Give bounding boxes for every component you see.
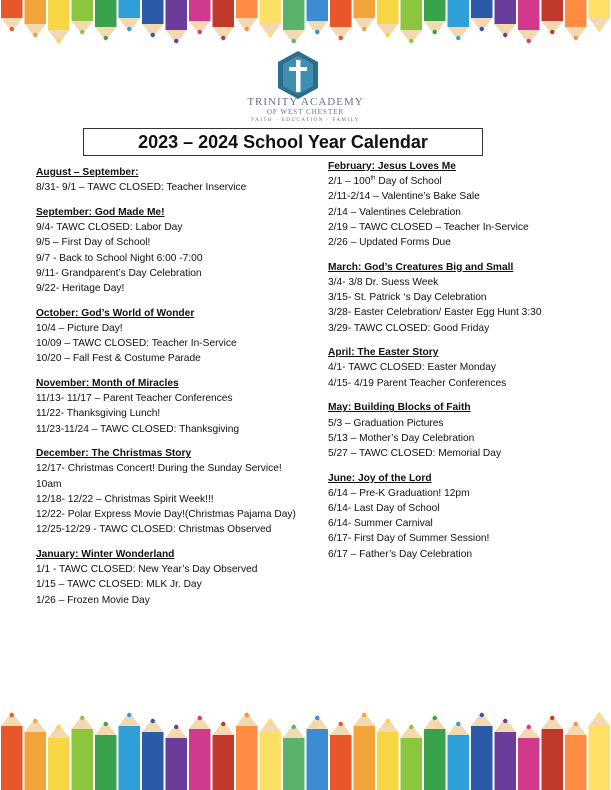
pencil-icon — [471, 0, 493, 32]
month-section — [328, 400, 598, 461]
pencil-icon — [95, 0, 117, 41]
event-item: 6/14- Summer Carnival — [328, 518, 433, 530]
event-item: 1/26 – Frozen Movie Day — [36, 594, 150, 606]
event-item: 5/13 – Mother’s Day Celebration — [328, 432, 475, 444]
pencil-icon — [260, 718, 282, 790]
left-column — [36, 165, 306, 617]
month-heading: March: God’s Creatures Big and Small — [328, 261, 514, 273]
pencil-icon — [48, 0, 70, 44]
event-item: 12/18- 12/22 – Christmas Spirit Week!!! — [36, 493, 214, 505]
event-item: 9/22- Heritage Day! — [36, 282, 125, 294]
school-tagline: FAITH · EDUCATION · FAMILY — [251, 118, 360, 123]
month-section — [36, 205, 306, 296]
pencil-icon — [448, 0, 470, 41]
event-item: 11/23-11/24 – TAWC CLOSED: Thanksgiving — [36, 423, 240, 435]
pencil-icon — [377, 718, 399, 790]
pencil-icon — [377, 0, 399, 38]
pencil-icon — [518, 724, 540, 790]
school-name-block — [200, 96, 411, 124]
event-item: 3/28- Easter Celebration/ Easter Egg Hunt 3:30 — [328, 307, 542, 319]
pencil-icon — [542, 715, 564, 790]
pencil-icon — [166, 724, 188, 790]
event-item: 3/29- TAWC CLOSED: Good Friday — [328, 322, 490, 334]
event-item: 4/1- TAWC CLOSED: Easter Monday — [328, 362, 496, 374]
pencil-icon — [72, 715, 94, 790]
pencil-icon — [495, 0, 517, 38]
pencil-icon — [119, 0, 141, 32]
month-section — [36, 547, 306, 608]
pencil-icon — [354, 712, 376, 790]
month-section — [36, 446, 306, 537]
event-item: 12/17- Christmas Concert! During the Sunday Service! 10am — [36, 463, 282, 490]
pencil-icon — [401, 0, 423, 44]
pencil-icon — [260, 0, 282, 38]
pencil-icon — [166, 0, 188, 44]
pencil-icon — [213, 0, 235, 41]
month-heading: February: Jesus Loves Me — [328, 161, 456, 172]
pencil-icon — [589, 0, 611, 32]
pencil-icon — [448, 721, 470, 790]
event-item: 2/11-2/14 – Valentine’s Bake Sale — [328, 191, 480, 203]
pencil-icon — [589, 712, 611, 790]
pencil-icon — [142, 0, 164, 38]
pencil-icon — [189, 715, 211, 790]
pencil-icon — [95, 721, 117, 790]
event-item: 12/22- Polar Express Movie Day!(Christmas Pajama Day) — [36, 509, 296, 521]
event-item: 12/25-12/29 - TAWC CLOSED: Christmas Observed — [36, 524, 272, 536]
month-heading: December: The Christmas Story — [36, 448, 192, 460]
pencil-icon — [236, 712, 258, 790]
pencil-icon — [213, 721, 235, 790]
event-item: 2/14 – Valentines Celebration — [328, 206, 461, 218]
event-item: 10/20 – Fall Fest & Costume Parade — [36, 353, 201, 365]
pencil-icon — [236, 0, 258, 32]
pencil-icon — [565, 721, 587, 790]
event-item: 4/15- 4/19 Parent Teacher Conferences — [328, 377, 507, 389]
pencil-icon — [1, 0, 23, 32]
pencil-icon — [471, 712, 493, 790]
pencil-icon — [307, 715, 329, 790]
pencil-icon — [25, 718, 47, 790]
month-heading: June: Joy of the Lord — [328, 472, 432, 484]
month-heading: October: God’s World of Wonder — [36, 307, 195, 319]
top-pencil-border — [0, 0, 611, 48]
page-title-box — [83, 128, 483, 156]
pencil-icon — [424, 715, 446, 790]
event-item: 2/26 – Updated Forms Due — [328, 237, 451, 249]
event-item: 2/1 – 100th Day of School — [328, 175, 442, 188]
pencil-icon — [25, 0, 47, 38]
event-item: 6/14- Last Day of School — [328, 503, 440, 515]
pencil-icon — [72, 0, 94, 35]
month-section — [328, 260, 598, 336]
school-name: TRINITY ACADEMY — [247, 96, 364, 108]
month-heading: January: Winter Wonderland — [36, 548, 175, 560]
month-section — [36, 165, 306, 195]
page-title: 2023 – 2024 School Year Calendar — [138, 131, 428, 152]
month-section — [328, 159, 598, 250]
event-item: 9/4- TAWC CLOSED: Labor Day — [36, 222, 183, 234]
pencil-icon — [119, 712, 141, 790]
pencil-icon — [330, 0, 352, 41]
event-item: 3/4- 3/8 Dr. Suess Week — [328, 276, 439, 288]
pencil-icon — [189, 0, 211, 35]
month-heading: September: God Made Me! — [36, 206, 165, 218]
pencil-icon — [330, 721, 352, 790]
pencil-icon — [542, 0, 564, 35]
school-subname: OF WEST CHESTER — [266, 108, 345, 116]
pencil-icon — [495, 718, 517, 790]
month-heading: August – September: — [36, 167, 139, 178]
event-item: 8/31- 9/1 – TAWC CLOSED: Teacher Inservice — [36, 182, 247, 194]
event-item: 6/17 – Father’s Day Celebration — [328, 548, 473, 560]
month-heading: April: The Easter Story — [328, 347, 439, 359]
pencil-icon — [1, 712, 23, 790]
event-item: 9/5 – First Day of School! — [36, 237, 151, 249]
pencil-icon — [142, 718, 164, 790]
month-heading: May: Building Blocks of Faith — [328, 402, 471, 414]
event-item: 1/1 - TAWC CLOSED: New Year’s Day Observed — [36, 564, 258, 576]
event-item: 11/22- Thanksgiving Lunch! — [36, 408, 161, 420]
event-item: 11/13- 11/17 – Parent Teacher Conferences — [36, 393, 233, 405]
event-item: 2/19 – TAWC CLOSED – Teacher In-Service — [328, 221, 529, 233]
pencil-icon — [283, 724, 305, 790]
month-heading: November: Month of Miracles — [36, 377, 179, 389]
event-item: 6/14 – Pre-K Graduation! 12pm — [328, 487, 470, 499]
event-item: 10/4 – Picture Day! — [36, 322, 123, 334]
right-column — [328, 159, 598, 571]
event-item: 9/11- Grandparent’s Day Celebration — [36, 267, 202, 279]
pencil-icon — [518, 0, 540, 44]
event-item: 5/27 – TAWC CLOSED: Memorial Day — [328, 447, 502, 459]
pencil-icon — [565, 0, 587, 41]
pencil-icon — [424, 0, 446, 35]
event-item: 5/3 – Graduation Pictures — [328, 417, 444, 429]
pencil-icon — [283, 0, 305, 44]
pencil-icon — [48, 724, 70, 790]
cross-shield-logo-icon — [276, 50, 320, 100]
month-section — [36, 376, 306, 437]
month-section — [328, 471, 598, 562]
pencil-icon — [354, 0, 376, 32]
event-item: 9/7 - Back to School Night 6:00 -7:00 — [36, 252, 203, 264]
pencil-icon — [307, 0, 329, 35]
event-item: 6/17- First Day of Summer Session! — [328, 533, 490, 545]
event-item: 1/15 – TAWC CLOSED: MLK Jr. Day — [36, 579, 202, 591]
month-section — [36, 306, 306, 367]
event-item: 10/09 – TAWC CLOSED: Teacher In-Service — [36, 338, 237, 350]
month-section — [328, 345, 598, 391]
event-item: 3/15- St. Patrick ‘s Day Celebration — [328, 292, 487, 304]
bottom-pencil-border — [0, 694, 611, 790]
pencil-icon — [401, 724, 423, 790]
